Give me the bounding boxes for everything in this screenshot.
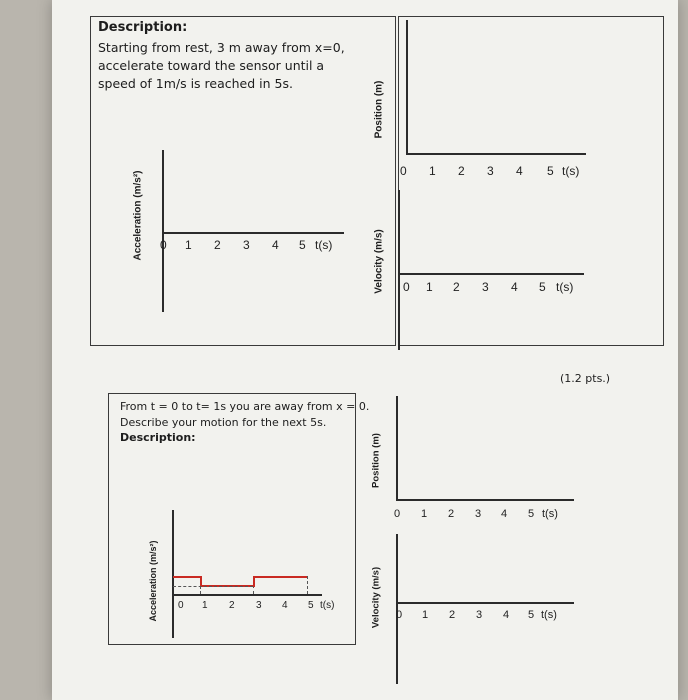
top-velocity-axis-label: Velocity (m/s) — [373, 229, 385, 294]
top-position-y-axis — [406, 20, 408, 154]
top-pos-tick-5: 5 — [547, 164, 554, 178]
top-acc-tick-2: 2 — [214, 238, 221, 252]
bottom-pos-tick-4: 4 — [501, 508, 508, 520]
bottom-acc-tick-0: 0 — [178, 600, 184, 611]
top-vel-tick-2: 2 — [453, 280, 460, 294]
bottom-acc-tick-4: 4 — [282, 600, 288, 611]
bottom-velocity-t-axis — [396, 602, 574, 604]
top-vel-tick-0: 0 — [403, 280, 410, 294]
bottom-pos-tick-0: 0 — [394, 508, 401, 520]
acceleration-guide-horizontal — [173, 586, 253, 587]
top-vel-tick-5: 5 — [539, 280, 546, 294]
bottom-acc-tick-5: 5 — [308, 600, 314, 611]
top-position-axis-label: Position (m) — [373, 80, 385, 139]
top-description-line-2: accelerate toward the sensor until a — [98, 58, 325, 73]
bottom-pos-tick-2: 2 — [448, 508, 455, 520]
top-acceleration-axis-label: Acceleration (m/s²) — [132, 170, 144, 261]
bottom-acceleration-axis-label: Acceleration (m/s²) — [148, 540, 158, 622]
bottom-acceleration-t-axis — [172, 594, 322, 596]
bottom-acc-tick-2: 2 — [229, 600, 235, 611]
top-acc-tick-5: 5 — [299, 238, 306, 252]
top-pos-tick-2: 2 — [458, 164, 465, 178]
bottom-velocity-axis-label: Velocity (m/s) — [370, 566, 382, 629]
top-acc-tick-3: 3 — [243, 238, 250, 252]
top-description-line-1: Starting from rest, 3 m away from x=0, — [98, 40, 345, 55]
top-pos-tick-unit: t(s) — [562, 164, 580, 178]
top-vel-tick-1: 1 — [426, 280, 433, 294]
bottom-vel-tick-2: 2 — [449, 609, 456, 621]
bottom-prompt-line-2: Describe your motion for the next 5s. — [120, 416, 327, 429]
top-description-title: Description: — [98, 20, 188, 35]
acceleration-guide-3 — [307, 576, 308, 594]
top-pos-tick-3: 3 — [487, 164, 494, 178]
bottom-acc-tick-1: 1 — [202, 600, 208, 611]
acceleration-segment-3 — [253, 576, 307, 578]
top-velocity-y-axis — [398, 190, 400, 350]
bottom-vel-tick-5: 5 — [528, 609, 535, 621]
acceleration-segment-1 — [173, 576, 200, 578]
bottom-prompt-line-1: From t = 0 to t= 1s you are away from x = 0. — [120, 400, 370, 413]
top-acceleration-y-axis — [162, 150, 164, 312]
top-acceleration-t-axis — [162, 232, 344, 234]
bottom-position-axis-label: Position (m) — [370, 433, 382, 488]
bottom-pos-tick-3: 3 — [475, 508, 482, 520]
points-label: (1.2 pts.) — [560, 372, 611, 385]
top-graphs-frame — [398, 16, 664, 346]
top-vel-tick-unit: t(s) — [556, 280, 574, 294]
top-pos-tick-4: 4 — [516, 164, 523, 178]
top-vel-tick-4: 4 — [511, 280, 518, 294]
worksheet-page — [52, 0, 678, 700]
top-pos-tick-0: 0 — [400, 164, 407, 178]
top-acc-tick-1: 1 — [185, 238, 192, 252]
bottom-pos-tick-5: 5 — [528, 508, 535, 520]
bottom-pos-tick-1: 1 — [421, 508, 428, 520]
top-acc-tick-0: 0 — [160, 238, 167, 252]
top-position-t-axis — [406, 153, 586, 155]
bottom-position-t-axis — [396, 499, 574, 501]
top-vel-tick-3: 3 — [482, 280, 489, 294]
bottom-vel-tick-unit: t(s) — [541, 609, 557, 621]
top-pos-tick-1: 1 — [429, 164, 436, 178]
top-velocity-t-axis — [398, 273, 584, 275]
top-acc-tick-4: 4 — [272, 238, 279, 252]
top-description-line-3: speed of 1m/s is reached in 5s. — [98, 76, 293, 91]
acceleration-step-3 — [253, 576, 255, 587]
top-acc-tick-unit: t(s) — [315, 238, 333, 252]
bottom-acc-tick-3: 3 — [256, 600, 262, 611]
bottom-vel-tick-1: 1 — [422, 609, 429, 621]
bottom-vel-tick-0: 0 — [396, 609, 403, 621]
bottom-pos-tick-unit: t(s) — [542, 508, 558, 520]
bottom-vel-tick-3: 3 — [476, 609, 483, 621]
bottom-acceleration-y-axis — [172, 510, 174, 638]
bottom-description-title: Description: — [120, 431, 196, 444]
bottom-position-y-axis — [396, 396, 398, 500]
bottom-vel-tick-4: 4 — [503, 609, 510, 621]
bottom-acc-tick-unit: t(s) — [320, 600, 335, 611]
